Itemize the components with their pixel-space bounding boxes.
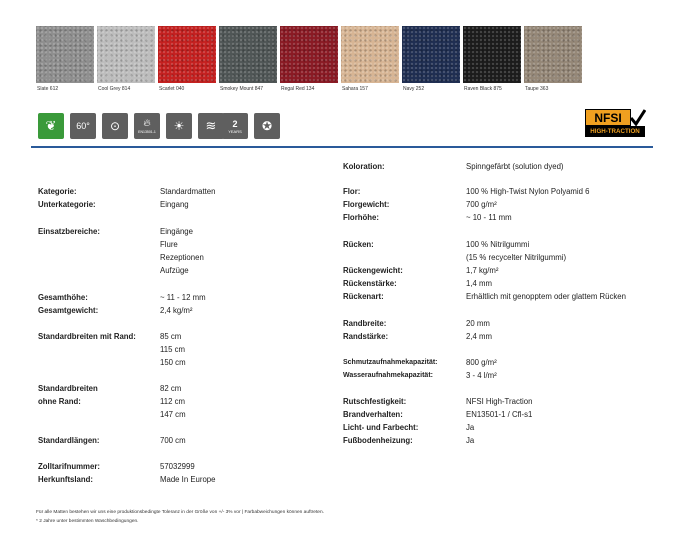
wasser-value: 3 - 4 l/m² — [466, 371, 497, 380]
checkmark-icon — [630, 109, 646, 127]
rutsch-key: Rutschfestigkeit: — [343, 397, 407, 406]
breiten-ohne-value: 147 cm — [160, 410, 186, 419]
wet-area-icon: ≋ — [198, 113, 224, 139]
breiten-rand-value: 115 cm — [160, 345, 185, 354]
swatch-scarlet — [158, 26, 216, 83]
licht-key: Licht- und Farbecht: — [343, 423, 419, 432]
gesamthoehe-value: ~ 11 - 12 mm — [160, 293, 206, 302]
randbreite-key: Randbreite: — [343, 319, 387, 328]
breiten-ohne-key: ohne Rand: — [38, 397, 81, 406]
swatch-taupe — [524, 26, 582, 83]
swatch-raven-black — [463, 26, 521, 83]
breiten-ohne-value: 82 cm — [160, 384, 182, 393]
wasser-key: Wasseraufnahmekapazität: — [343, 372, 433, 379]
eco-leaf-icon: ❦ — [38, 113, 64, 139]
swatch-label: Navy 252 — [403, 86, 425, 92]
flor-key: Flor: — [343, 187, 361, 196]
swatch-navy — [402, 26, 460, 83]
rueckenart-value: Erhältlich mit genopptem oder glattem Rücken — [466, 292, 626, 301]
fire-caption: EN13501-1 — [138, 130, 156, 134]
rueckengewicht-key: Rückengewicht: — [343, 266, 403, 275]
ruecken-value: 100 % Nitrilgummi — [466, 240, 530, 249]
einsatz-value: Rezeptionen — [160, 253, 204, 262]
florhoehe-key: Florhöhe: — [343, 213, 379, 222]
randbreite-value: 20 mm — [466, 319, 490, 328]
tumble-dry-icon: ⊙ — [102, 113, 128, 139]
florgewicht-value: 700 g/m² — [466, 200, 497, 209]
flor-value: 100 % High-Twist Nylon Polyamid 6 — [466, 187, 590, 196]
florgewicht-key: Florgewicht: — [343, 200, 390, 209]
nfsi-top: NFSI — [585, 109, 631, 126]
rutsch-value: NFSI High-Traction — [466, 397, 533, 406]
breiten-rand-value: 85 cm — [160, 332, 182, 341]
years-caption: YEARS — [228, 128, 242, 134]
footnote: Für alle Matten bestehen wir uns eine produktionsbedingte Toleranz in der Größe von +/- 3% vor | Farbabweichungen können auftreten. — [36, 510, 324, 515]
rueckenstaerke-value: 1,4 mm — [466, 279, 492, 288]
years-number: 2 — [232, 118, 238, 129]
koloration-key: Koloration: — [343, 162, 385, 171]
brand-key: Brandverhalten: — [343, 410, 403, 419]
licht-value: Ja — [466, 423, 475, 432]
herkunft-value: Made In Europe — [160, 475, 216, 484]
swatch-label: Regal Red 134 — [281, 86, 315, 92]
rueckenart-key: Rückenart: — [343, 292, 384, 301]
ruecken-value: (15 % recycelter Nitrilgummi) — [466, 253, 567, 262]
fire-rating-icon — [134, 113, 160, 139]
einsatz-value: Aufzüge — [160, 266, 189, 275]
unterkategorie-key: Unterkategorie: — [38, 200, 96, 209]
fussboden-value: Ja — [466, 436, 475, 445]
florhoehe-value: ~ 10 - 11 mm — [466, 213, 512, 222]
breiten-ohne-value: 112 cm — [160, 397, 185, 406]
ruecken-key: Rücken: — [343, 240, 374, 249]
divider-rule — [31, 146, 653, 148]
koloration-value: Spinngefärbt (solution dyed) — [466, 162, 564, 171]
made-in-europe-icon: ✪ — [254, 113, 280, 139]
kategorie-value: Standardmatten — [160, 187, 216, 196]
wash-60-icon: 60° — [70, 113, 96, 139]
swatch-label: Cool Grey 814 — [98, 86, 131, 92]
einsatz-value: Eingänge — [160, 227, 193, 236]
swatch-regal-red — [280, 26, 338, 83]
swatch-label: Scarlet 040 — [159, 86, 185, 92]
einsatz-value: Flure — [160, 240, 178, 249]
laengen-key: Standardlängen: — [38, 436, 100, 445]
schmutz-value: 800 g/m² — [466, 358, 497, 367]
footnote: * 2 Jahre unter bestimmten Waschbedingungen. — [36, 519, 139, 524]
swatch-label: Sahara 157 — [342, 86, 368, 92]
zoll-key: Zolltarifnummer: — [38, 462, 100, 471]
swatch-label: Smokey Mount 847 — [220, 86, 264, 92]
nfsi-badge — [585, 109, 645, 141]
swatch-label: Slate 612 — [37, 86, 59, 92]
schmutz-key: Schmutzaufnahmekapazität: — [343, 359, 438, 366]
swatch-smokey-mount — [219, 26, 277, 83]
herkunft-key: Herkunftsland: — [38, 475, 94, 484]
randstaerke-key: Randstärke: — [343, 332, 389, 341]
uv-resistant-icon: ☀ — [166, 113, 192, 139]
rueckenstaerke-key: Rückenstärke: — [343, 279, 397, 288]
fussboden-key: Fußbodenheizung: — [343, 436, 413, 445]
nfsi-bottom: HIGH-TRACTION — [585, 126, 645, 137]
randstaerke-value: 2,4 mm — [466, 332, 492, 341]
kategorie-key: Kategorie: — [38, 187, 77, 196]
zoll-value: 57032999 — [160, 462, 195, 471]
unterkategorie-value: Eingang — [160, 200, 189, 209]
swatch-label: Taupe 363 — [525, 86, 549, 92]
gesamtgewicht-key: Gesamtgewicht: — [38, 306, 99, 315]
brand-value: EN13501-1 / Cfl-s1 — [466, 410, 533, 419]
years-warranty-icon — [222, 113, 248, 139]
breiten-ohne-key: Standardbreiten — [38, 384, 98, 393]
breiten-rand-key: Standardbreiten mit Rand: — [38, 332, 136, 341]
swatch-label: Raven Black 875 — [464, 86, 502, 92]
fire-glyph: 🔥︎ — [143, 118, 151, 129]
breiten-rand-value: 150 cm — [160, 358, 186, 367]
gesamthoehe-key: Gesamthöhe: — [38, 293, 88, 302]
laengen-value: 700 cm — [160, 436, 186, 445]
gesamtgewicht-value: 2,4 kg/m² — [160, 306, 193, 315]
swatch-slate — [36, 26, 94, 83]
einsatz-key: Einsatzbereiche: — [38, 227, 100, 236]
swatch-cool-grey — [97, 26, 155, 83]
rueckengewicht-value: 1,7 kg/m² — [466, 266, 499, 275]
swatch-sahara — [341, 26, 399, 83]
